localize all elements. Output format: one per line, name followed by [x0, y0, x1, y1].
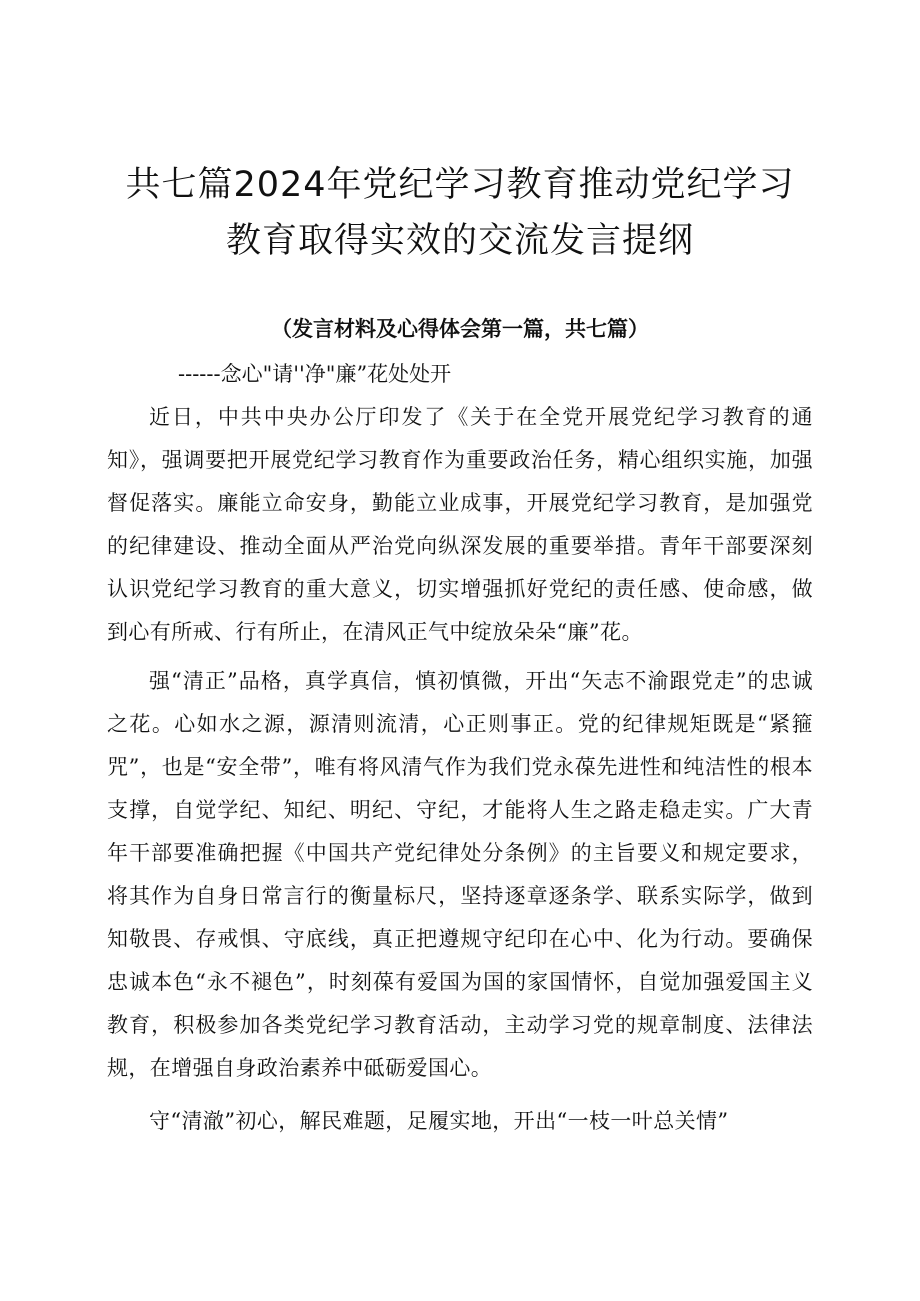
- document-title: 共七篇2024年党纪学习教育推动党纪学习教育取得实效的交流发言提纲: [125, 165, 795, 261]
- section-slogan: ------念心"请''净"廉”花处处开: [178, 362, 452, 386]
- paragraph-3: 守“清澈”初心，解民难题，足履实地，开出“一枝一叶总关情”: [149, 1109, 729, 1133]
- paragraph-1: 近日，中共中央办公厅印发了《关于在全党开展党纪学习教育的通知》，强调要把开展党纪学习教育作为重要政治任务，精心组织实施，加强督促落实。廉能立命安身，勤能立业成事，开展党纪学习教育，是加强党的纪律建设、推动全面从严治党向纵深发展的重要举措。青年干部要深刻认识党纪学习教育的重大意义，切实增强抓好党纪的责任感、使命感，做到心有所戒、行有所止，在清风正气中绽放朵朵“廉”花。: [107, 405, 813, 644]
- document-subtitle: （发言材料及心得体会第一篇，共七篇）: [271, 316, 649, 341]
- paragraph-2: 强“清正”品格，真学真信，慎初慎微，开出“矢志不渝跟党走”的忠诚之花。心如水之源，源清则流清，心正则事正。党的纪律规矩既是“紧箍咒”，也是“安全带”，唯有将风清气作为我们党永葆先进性和纯洁性的根本支撑，自觉学纪、知纪、明纪、守纪，才能将人生之路走稳走实。广大青年干部要准确把握《中国共产党纪律处分条例》的主旨要义和规定要求，将其作为自身日常言行的衡量标尺，坚持逐章逐条学、联系实际学，做到知敬畏、存戒惧、守底线，真正把遵规守纪印在心中、化为行动。要确保忠诚本色“永不褪色”，时刻葆有爱国为国的家国情怀，自觉加强爱国主义教育，积极参加各类党纪学习教育活动，主动学习党的规章制度、法律法规，在增强自身政治素养中砥砺爱国心。: [107, 669, 813, 1080]
